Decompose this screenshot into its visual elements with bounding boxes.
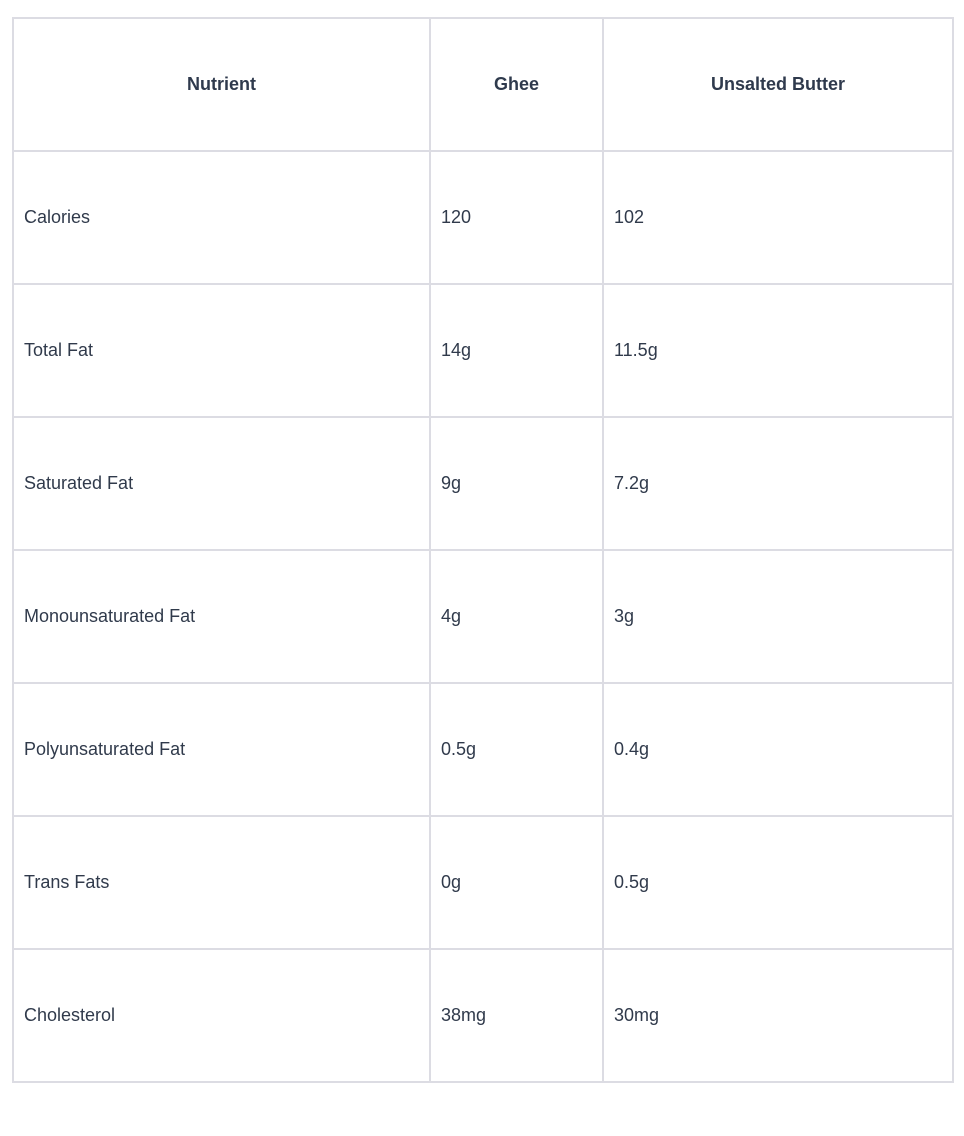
nutrition-comparison-table (12, 17, 954, 1083)
nutrient-cell: Polyunsaturated Fat (13, 683, 430, 816)
nutrient-cell: Monounsaturated Fat (13, 550, 430, 683)
ghee-value-cell: 38mg (430, 949, 603, 1082)
header-nutrient: Nutrient (13, 18, 430, 151)
butter-value-cell: 7.2g (603, 417, 953, 550)
butter-value-cell: 11.5g (603, 284, 953, 417)
table-header (13, 18, 953, 151)
header-row (13, 18, 953, 151)
ghee-value-cell: 0.5g (430, 683, 603, 816)
table-row (13, 151, 953, 284)
butter-value-cell: 0.5g (603, 816, 953, 949)
ghee-value-cell: 9g (430, 417, 603, 550)
ghee-value-cell: 0g (430, 816, 603, 949)
ghee-value-cell: 120 (430, 151, 603, 284)
nutrition-comparison-table-container (12, 17, 954, 1083)
nutrient-cell: Saturated Fat (13, 417, 430, 550)
table-row (13, 550, 953, 683)
nutrient-cell: Calories (13, 151, 430, 284)
nutrient-cell: Total Fat (13, 284, 430, 417)
table-row (13, 816, 953, 949)
table-body (13, 151, 953, 1082)
ghee-value-cell: 4g (430, 550, 603, 683)
ghee-value-cell: 14g (430, 284, 603, 417)
table-row (13, 683, 953, 816)
table-row (13, 949, 953, 1082)
nutrient-cell: Trans Fats (13, 816, 430, 949)
header-ghee: Ghee (430, 18, 603, 151)
header-unsalted-butter: Unsalted Butter (603, 18, 953, 151)
nutrient-cell: Cholesterol (13, 949, 430, 1082)
butter-value-cell: 30mg (603, 949, 953, 1082)
butter-value-cell: 102 (603, 151, 953, 284)
table-row (13, 284, 953, 417)
butter-value-cell: 3g (603, 550, 953, 683)
butter-value-cell: 0.4g (603, 683, 953, 816)
table-row (13, 417, 953, 550)
